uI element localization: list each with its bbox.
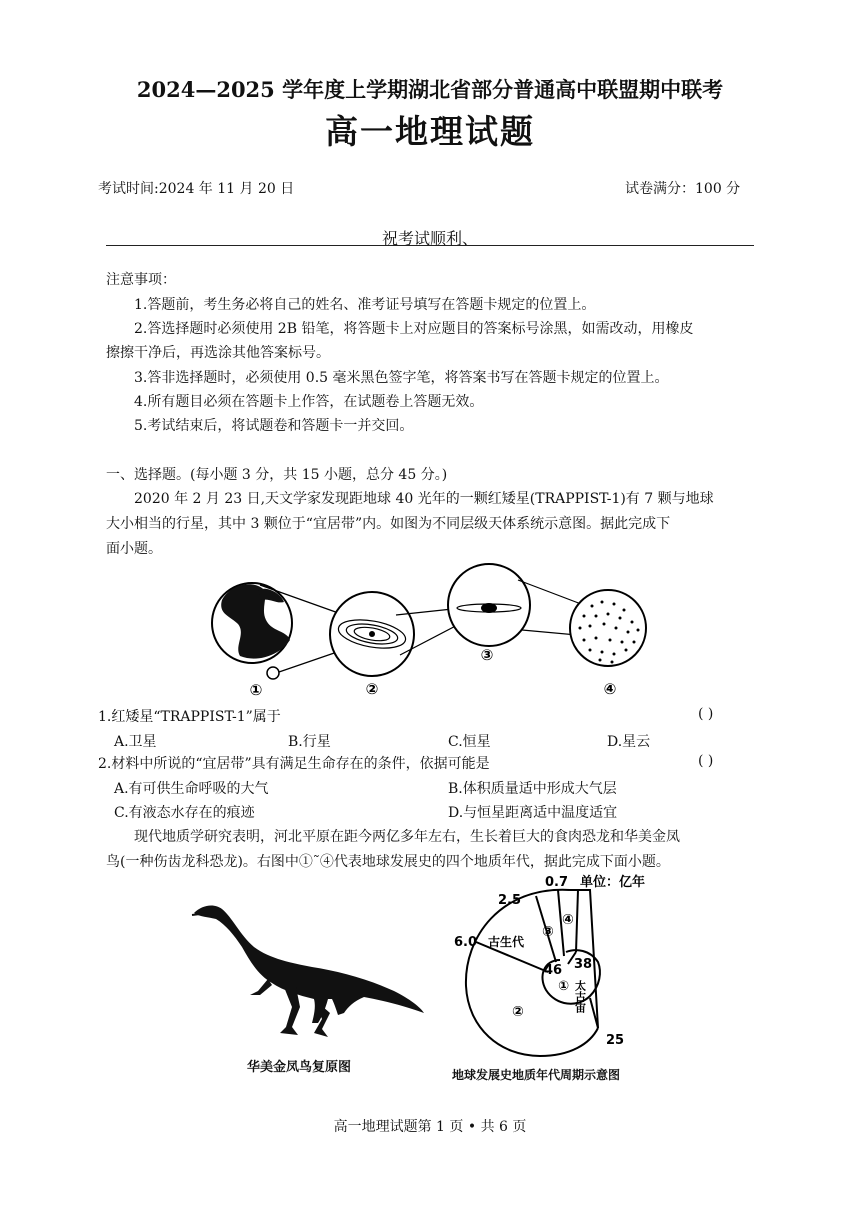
- figure-label-2: ②: [365, 680, 379, 698]
- time-label: 6.0: [454, 935, 478, 950]
- unit-label: 单位：亿年: [580, 875, 646, 890]
- figure-label-4: ④: [603, 680, 617, 698]
- time-label: 46: [544, 963, 563, 978]
- q1-option-a: A.卫星: [114, 734, 157, 750]
- spiral-caption: 地球发展史地质年代周期示意图: [452, 1068, 621, 1082]
- notice-item: 4.所有题目必须在答题卡上作答，在试题卷上答题无效。: [134, 394, 484, 410]
- notice-item: 3.答非选择题时，必须使用 0.5 毫米黑色签字笔，将答案书写在答题卡规定的位置上。: [134, 370, 669, 386]
- era-label-paleozoic: 古生代: [488, 935, 525, 949]
- page-footer: 高一地理试题第 1 页 • 共 6 页: [333, 1119, 527, 1135]
- passage-line: 面小题。: [106, 541, 162, 557]
- exam-series-title: 2024—2025 学年度上学期湖北省部分普通高中联盟期中联考: [136, 77, 724, 102]
- q1-option-c: C.恒星: [448, 734, 491, 750]
- passage-line: 现代地质学研究表明，河北平原在距今两亿多年左右，生长着巨大的食肉恐龙和华美金凤: [134, 829, 680, 845]
- time-label: 2.5: [498, 893, 522, 908]
- question-1-stem: 1.红矮星“TRAPPIST-1”属于: [98, 709, 281, 725]
- exam-time: 考试时间:2024 年 11 月 20 日: [98, 181, 295, 197]
- answer-bracket: ( ): [698, 753, 714, 769]
- figure-label-1: ①: [249, 681, 263, 699]
- celestial-system-figure: [200, 560, 660, 705]
- q2-option-b: B.体积质量适中形成大气层: [448, 781, 617, 797]
- era-circle-3: ③: [542, 924, 554, 940]
- full-score: 试卷满分：100 分: [625, 181, 741, 197]
- paper-title: 高一地理试题: [325, 112, 535, 151]
- answer-bracket: ( ): [698, 706, 714, 722]
- section-title: 一、选择题。(每小题 3 分，共 15 小题，总分 45 分。): [106, 467, 448, 483]
- time-label: 38: [574, 957, 593, 972]
- good-luck-line: 祝考试顺利、: [381, 229, 478, 248]
- figure-label-3: ③: [480, 646, 494, 664]
- time-label: 0.7: [545, 875, 569, 890]
- question-2-stem: 2.材料中所说的“宜居带”具有满足生命存在的条件，依据可能是: [98, 756, 490, 772]
- notice-title: 注意事项：: [106, 272, 176, 288]
- notice-item: 1.答题前，考生务必将自己的姓名、准考证号填写在答题卡规定的位置上。: [134, 297, 596, 313]
- era-circle-1: ①: [558, 979, 570, 994]
- time-label: 25: [606, 1033, 625, 1048]
- q1-option-b: B.行星: [288, 734, 331, 750]
- notice-item: 2.答选择题时必须使用 2B 铅笔，将答题卡上对应题目的答案标号涂黑，如需改动，用橡皮: [134, 321, 694, 337]
- passage-line: 大小相当的行星，其中 3 颗位于“宜居带”内。如图为不同层级天体系统示意图。据此完成下: [106, 516, 671, 532]
- q2-option-c: C.有液态水存在的痕迹: [114, 805, 255, 821]
- era-label-archean: 太古宙: [573, 980, 587, 1013]
- q2-option-a: A.有可供生命呼吸的大气: [114, 781, 269, 797]
- q2-option-d: D.与恒星距离适中温度适宜: [448, 805, 618, 821]
- passage-line: 鸟(一种伤齿龙科恐龙)。右图中①˜④代表地球发展史的四个地质年代，据此完成下面小题。: [106, 854, 670, 870]
- passage-line: 2020 年 2 月 23 日,天文学家发现距地球 40 光年的一颗红矮星(TRAPPIST-1)有 7 颗与地球: [134, 491, 714, 507]
- notice-item: 擦擦干净后，再选涂其他答案标号。: [106, 345, 330, 361]
- dinosaur-reconstruction-image: [188, 895, 428, 1045]
- era-circle-2: ②: [512, 1004, 524, 1020]
- notice-item: 5.考试结束后，将试题卷和答题卡一并交回。: [134, 418, 414, 434]
- q1-option-d: D.星云: [607, 734, 651, 750]
- dinosaur-caption: 华美金凤鸟复原图: [247, 1060, 352, 1075]
- divider: [106, 245, 754, 246]
- era-circle-4: ④: [562, 912, 574, 928]
- geologic-time-spiral: [440, 868, 680, 1068]
